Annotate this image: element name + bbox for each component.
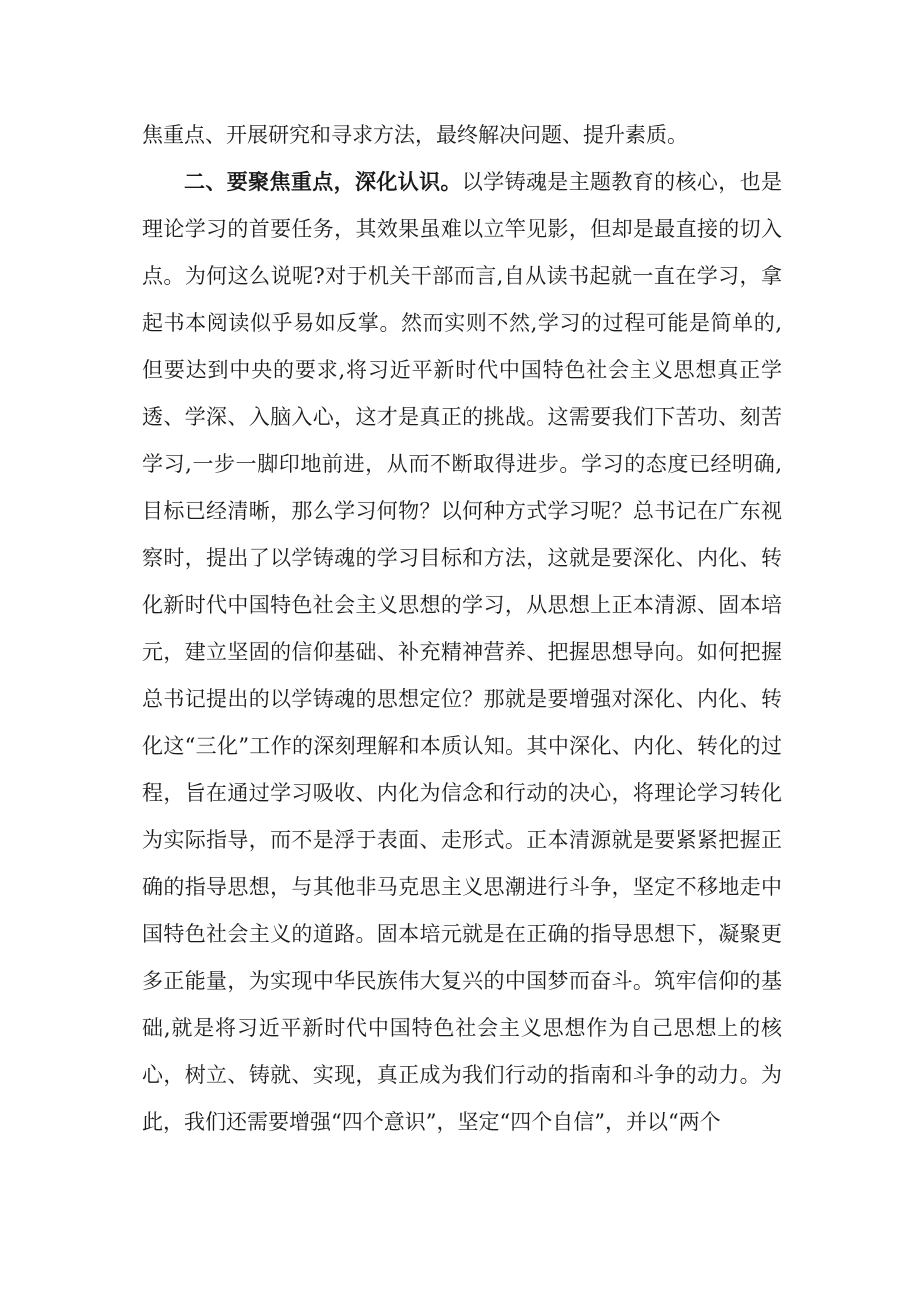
paragraph-text: 以学铸魂是主题教育的核心，也是理论学习的首要任务，其效果虽难以立竿见影，但却是最直接的切入点。为何这么说呢?对于机关干部而言,自从读书起就一直在学习，拿起书本阅读似乎易如反掌。然而实则不然,学习的过程可能是简单的,但要达到中央的要求,将习近平新时代中国特色社会主义思想真正学透、学深、入脑入心，这才是真正的挑战。这需要我们下苦功、刻苦学习,一步一脚印地前进，从而不断取得进步。学习的态度已经明确,目标已经清晰，那么学习何物？以何种方式学习呢？总书记在广东视察时，提出了以学铸魂的学习目标和方法，这就是要深化、内化、转化新时代中国特色社会主义思想的学习，从思想上正本清源、固本培元，建立坚固的信仰基础、补充精神营养、把握思想导向。如何把握总书记提出的以学铸魂的思想定位？那就是要增强对深化、内化、转化这“三化”工作的深刻理解和本质认知。其中深化、内化、转化的过程，旨在通过学习吸收、内化为信念和行动的决心，将理论学习转化为实际指导，而不是浮于表面、走形式。正本清源就是要紧紧把握正确的指导思想，与其他非马克思主义思潮进行斗争，坚定不移地走中国特色社会主义的道路。固本培元就是在正确的指导思想下，凝聚更多正能量，为实现中华民族伟大复兴的中国梦而奋斗。筑牢信仰的基础,就是将习近平新时代中国特色社会主义思想作为自己思想上的核心，树立、铸就、实现，真正成为我们行动的指南和斗争的动力。为此，我们还需要增强“四个意识”，坚定“四个自信”，并以“两个 bbox=[142, 170, 783, 1134]
paragraph-section-two bbox=[142, 159, 782, 1146]
body-text bbox=[142, 112, 782, 1146]
paragraph-text: 焦重点、开展研究和寻求方法，最终解决问题、提升素质。 bbox=[142, 123, 688, 147]
section-heading: 二、要聚焦重点，深化认识。 bbox=[184, 170, 462, 194]
paragraph-continuation bbox=[142, 112, 782, 159]
